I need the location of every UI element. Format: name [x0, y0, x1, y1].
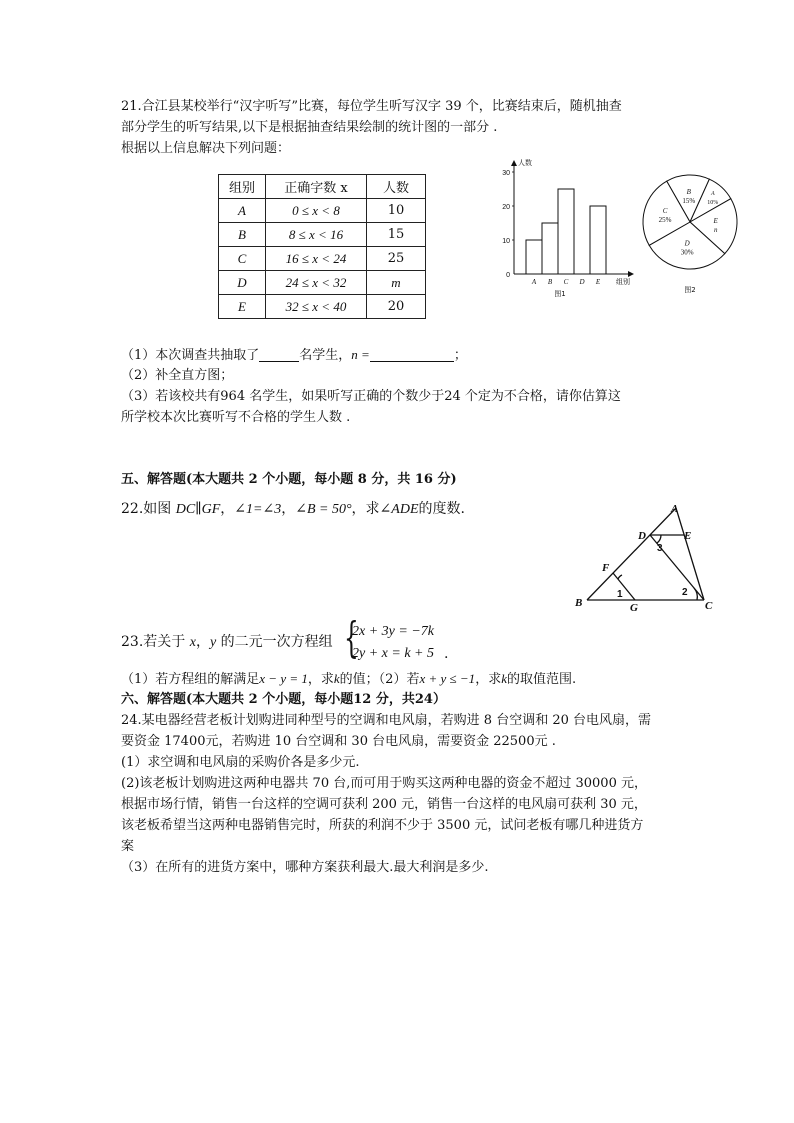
- q21-line-2: 部分学生的听写结果,以下是根据抽查结果绘制的统计图的一部分 .: [121, 120, 498, 135]
- q23-sub2-c: 的取值范围.: [506, 672, 577, 687]
- label-a: A: [671, 503, 679, 515]
- section-5-heading: 五、解答题(本大题共 2 个小题，每小题 8 分，共 16 分): [121, 472, 457, 487]
- line-ba: [587, 508, 676, 600]
- pie-slice-label: A: [710, 191, 715, 197]
- equation-brace: {: [344, 613, 359, 662]
- q21-sub-1: [121, 346, 467, 365]
- bar-b: [542, 223, 558, 274]
- angle-1-arc: [618, 575, 622, 579]
- table-cell: 8 ≤ x < 16: [266, 223, 367, 247]
- table-cell: A: [219, 199, 266, 223]
- histogram-chart: [488, 156, 638, 302]
- q23-sep: ，: [195, 634, 210, 650]
- table-header: 组别: [219, 175, 266, 199]
- q21-sub-3-line-2: 所学校本次比赛听写不合格的学生人数 .: [121, 410, 351, 425]
- label-angle-3: 3: [657, 543, 663, 554]
- pie-slice-label: C: [662, 207, 668, 216]
- q22-math: DC∥GF: [175, 502, 221, 517]
- table-row: [219, 295, 426, 319]
- label-d: D: [638, 530, 646, 542]
- q23-sub1-math: x − y = 1: [259, 671, 308, 686]
- equation-2: 2y + x = k + 5: [352, 646, 434, 661]
- pie-value-label: 30%: [680, 248, 694, 257]
- pie-value-label: 10%: [707, 200, 719, 206]
- q24-line-1: 24.某电器经营老板计划购进同种型号的空调和电风扇，若购进 8 台空调和 20 台电风扇，需: [121, 713, 652, 728]
- table-row: [219, 199, 426, 223]
- answer-blank: [370, 347, 454, 362]
- label-g: G: [630, 602, 638, 614]
- q23-sub1-b: ，求: [307, 672, 334, 687]
- equation-system: [352, 621, 434, 665]
- table-cell: B: [219, 223, 266, 247]
- label-c: C: [705, 600, 713, 612]
- q23-var-y: y: [209, 635, 217, 650]
- pie-slice-label: B: [686, 188, 691, 197]
- table-row: [219, 223, 426, 247]
- pie-value-label: n: [713, 225, 718, 234]
- label-b: B: [575, 597, 583, 609]
- y-tick-label: 20: [502, 204, 510, 211]
- q23-var-x: x: [189, 635, 196, 650]
- label-angle-1: 1: [617, 589, 623, 600]
- q22-triangle-figure: [566, 502, 726, 614]
- chart-title: 图2: [684, 286, 696, 294]
- histogram-bars: [526, 189, 606, 274]
- pie-chart: [640, 166, 740, 296]
- table-cell: D: [219, 271, 266, 295]
- bar-e: [590, 206, 606, 274]
- table-cell: 20: [367, 295, 426, 319]
- table-cell: 24 ≤ x < 32: [266, 271, 367, 295]
- bar-a: [526, 240, 542, 274]
- q24-sub-1: (1）求空调和电风扇的采购价各是多少元.: [121, 755, 360, 770]
- pie-slice-label: E: [713, 216, 718, 225]
- equation-1: 2x + 3y = −7k: [352, 624, 434, 639]
- table-cell: 15: [367, 223, 426, 247]
- table-header: 正确字数 x: [266, 175, 367, 199]
- q22-math: ∠1=∠3: [234, 502, 282, 517]
- angle-2-arc: [694, 588, 697, 600]
- q21-sub1-text2: 名学生，: [299, 348, 352, 363]
- q24-line-2: 要资金 17400元，若购进 10 台空调和 30 台电风扇，需要资金 22500元 .: [121, 734, 556, 749]
- x-tick-label: E: [595, 278, 601, 286]
- q23-sub2-b: ，求: [475, 672, 502, 687]
- label-e: E: [684, 530, 692, 542]
- y-axis-label: 人数: [518, 159, 532, 167]
- table-cell: 0 ≤ x < 8: [266, 199, 367, 223]
- q22-sep: ，: [281, 501, 296, 517]
- pie-value-label: 25%: [658, 216, 672, 225]
- answer-blank: [259, 347, 299, 362]
- y-tick-label: 0: [506, 272, 510, 279]
- angle-3-arc: [657, 535, 661, 543]
- q21-line-1: 21.合江县某校举行“汉字听写”比赛，每位学生听写汉字 39 个，比赛结束后，随机抽查: [121, 99, 622, 114]
- x-axis-arrow: [628, 271, 634, 277]
- line-ac: [676, 508, 704, 600]
- chart-title: 图1: [554, 290, 566, 298]
- q24-sub-2-line-4: 案: [121, 839, 135, 854]
- q21-line-3: 根据以上信息解决下列问题：: [121, 141, 291, 156]
- q21-sub1-end: ；: [453, 348, 467, 363]
- q23-prefix: 23.若关于: [121, 634, 186, 650]
- x-tick-label: B: [547, 278, 553, 286]
- q22-suffix: 的度数.: [418, 501, 465, 517]
- q24-sub-2-line-1: (2)该老板计划购进这两种电器共 70 台,而可用于购买这两种电器的资金不超过 30000 元，: [121, 776, 647, 791]
- q22-sep: ，求: [351, 501, 380, 517]
- label-f: F: [602, 562, 610, 574]
- bar-c: [558, 189, 574, 274]
- table-cell: 10: [367, 199, 426, 223]
- x-tick-label: D: [579, 278, 585, 286]
- q23-sub1-c: 的值；（2）若: [339, 672, 420, 687]
- table-cell: 16 ≤ x < 24: [266, 247, 367, 271]
- q22-math: ∠B = 50°: [295, 502, 352, 517]
- table-cell: C: [219, 247, 266, 271]
- q22-text: [121, 500, 465, 519]
- q24-sub-3: （3）在所有的进货方案中，哪种方案获利最大.最大利润是多少.: [121, 860, 489, 875]
- q22-prefix: 22.如图: [121, 501, 172, 517]
- pie-value-label: 15%: [682, 197, 696, 206]
- q21-sub1-text: （1）本次调查共抽取了: [121, 348, 260, 363]
- q23-sub1: （1）若方程组的解满足: [121, 672, 260, 687]
- table-row: [219, 271, 426, 295]
- x-tick-label: C: [563, 278, 569, 286]
- q24-sub-2-line-2: 根据市场行情，销售一台这样的空调可获利 200 元，销售一台这样的电风扇可获利 30 元，: [121, 797, 647, 812]
- y-axis-arrow: [511, 160, 517, 166]
- q23-dot: .: [444, 646, 449, 662]
- q21-sub-3-line-1: （3）若该校共有964 名学生，如果听写正确的个数少于24 个定为不合格，请你估算这: [121, 389, 621, 404]
- label-angle-2: 2: [682, 587, 688, 598]
- q21-sub-2: （2）补全直方图；: [121, 368, 234, 383]
- q23-text: [121, 633, 333, 652]
- pie-slice-label: D: [684, 239, 690, 248]
- x-tick-label: A: [531, 278, 537, 286]
- table-header: 人数: [367, 175, 426, 199]
- y-tick-label: 30: [502, 170, 510, 177]
- x-axis-label: 组别: [616, 278, 630, 286]
- table-cell: m: [367, 271, 426, 295]
- table-cell: E: [219, 295, 266, 319]
- q23-mid: 的二元一次方程组: [220, 634, 333, 650]
- q22-sep: ，: [220, 501, 235, 517]
- q23-sub2-math: x + y ≤ −1: [419, 671, 476, 686]
- q24-sub-2-line-3: 该老板希望当这两种电器销售完时，所获的利润不少于 3500 元，试问老板有哪几种进货方: [121, 818, 644, 833]
- frequency-table: [218, 174, 426, 319]
- table-row: [219, 247, 426, 271]
- table-header-row: [219, 175, 426, 199]
- section-6-heading: 六、解答题(本大题共 2 个小题，每小题12 分，共24）: [121, 692, 446, 707]
- q23-sub-questions: [121, 670, 576, 689]
- q23-k: k: [501, 671, 507, 686]
- q21-n-symbol: n =: [351, 347, 370, 362]
- y-tick-label: 10: [502, 238, 510, 245]
- table-cell: 32 ≤ x < 40: [266, 295, 367, 319]
- q22-math: ∠ADE: [379, 502, 419, 517]
- table-cell: 25: [367, 247, 426, 271]
- q23-k: k: [333, 671, 340, 686]
